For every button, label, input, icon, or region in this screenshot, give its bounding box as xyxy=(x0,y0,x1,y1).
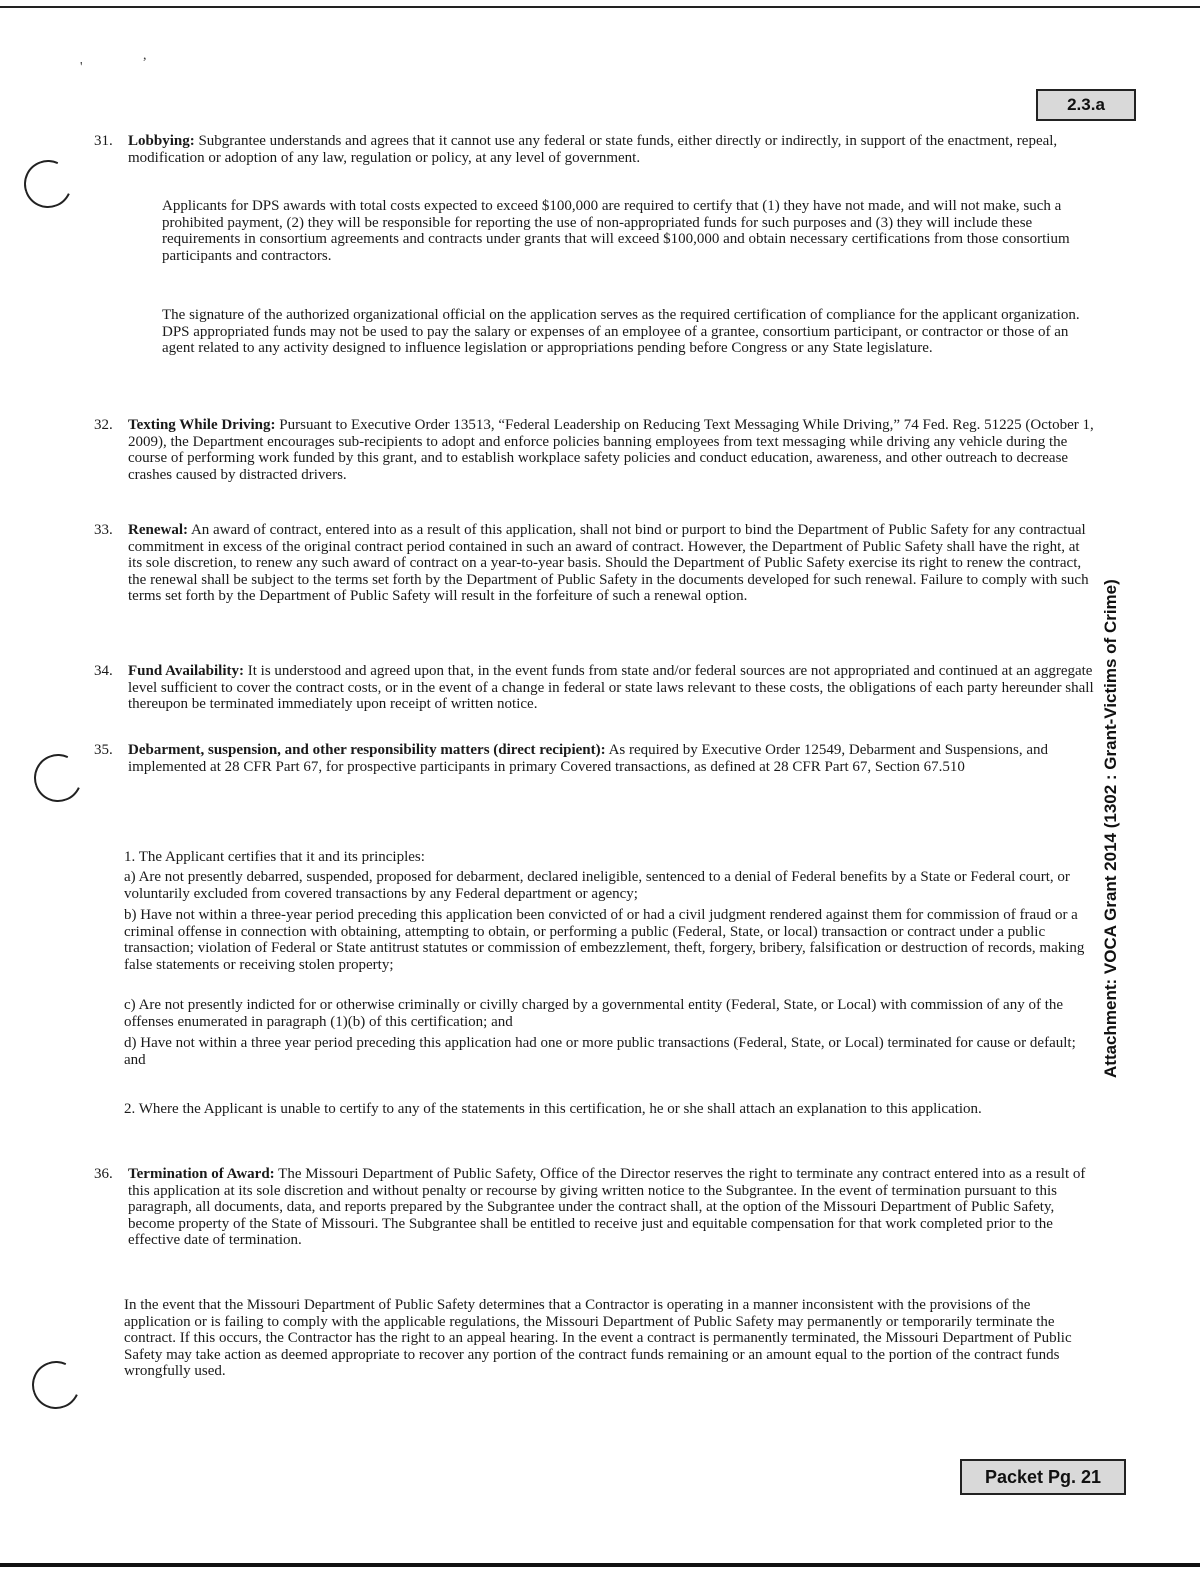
section-body xyxy=(128,742,1096,775)
section-number: 34. xyxy=(94,663,113,679)
section-text: Subgrantee understands and agrees that it cannot use any federal or state funds, either directly or indirectly, in support of the enactment, repeal, modification or adoption of any law, regulation or policy, at any level of government. xyxy=(128,133,1058,166)
section-text: It is understood and agreed upon that, in the event funds from state and/or federal sources are not appropriated and continued at an aggregate level sufficient to cover the contract costs, or in the event of a change in federal or state laws relevant to these costs, the obligations of each party hereunder shall thereupon be terminated immediately upon receipt of written notice. xyxy=(128,663,1094,712)
section-body xyxy=(128,522,1096,605)
section-heading: Debarment, suspension, and other responsibility matters (direct recipient): xyxy=(128,742,606,758)
section-heading: Renewal: xyxy=(128,522,188,538)
punch-hole xyxy=(27,747,89,809)
certification-intro: 1. The Applicant certifies that it and its principles: xyxy=(124,849,425,865)
punch-hole xyxy=(25,1354,87,1416)
section-number: 36. xyxy=(94,1166,113,1182)
certification-item-a: a) Are not presently debarred, suspended, proposed for debarment, declared ineligible, sentenced to a denial of Federal benefits by a State or Federal court, or voluntarily excluded from covered transactions by any Federal department or agency; xyxy=(124,869,1070,902)
section-text: Pursuant to Executive Order 13513, “Federal Leadership on Reducing Text Messaging While Driving,” 74 Fed. Reg. 51225 (October 1, 2009), the Department encourages sub-recipients to adopt and enforce policies banning employees from text messaging while driving any vehicle during the course of performing work funded by this grant, and to establish workplace safety policies and conduct education, awareness, and other outreach to decrease crashes caused by distracted drivers. xyxy=(128,417,1094,483)
section-text: As required by Executive Order 12549, Debarment and Suspensions, and implemented at 28 CFR Part 67, for prospective participants in primary Covered transactions, as defined at 28 CFR Part 67, Section 67.510 xyxy=(128,742,1049,775)
section-31-paragraph: Applicants for DPS awards with total costs expected to exceed $100,000 are required to certify that (1) they have not made, and will not make, such a prohibited payment, (2) they will be responsible for reporting the use of non-appropriated funds for such purposes and (3) they will include these requirements in consortium agreements and contracts under grants that will exceed $100,000 and obtain necessary certifications from those consortium participants and contractors. xyxy=(162,198,1070,264)
section-body xyxy=(128,1166,1096,1249)
section-31-paragraph: The signature of the authorized organizational official on the application serves as the required certification of compliance for the applicant organization. DPS appropriated funds may not be used to pay the salary or expenses of an employee of a grantee, consortium participant, or contractor or those of an agent related to any activity designed to influence legislation or appropriations pending before Congress or any State legislature. xyxy=(162,307,1080,356)
section-number: 31. xyxy=(94,133,113,149)
agenda-tag: 2.3.a xyxy=(1036,89,1136,121)
section-text: An award of contract, entered into as a result of this application, shall not bind or purport to bind the Department of Public Safety for any contractual commitment in excess of the original contract period contained in such an award of contract. However, the Department of Public Safety shall have the right, at its sole discretion, to renew any such award of contract on a year-to-year basis. Should the Department of Public Safety exercise its right to renew the contract, the renewal shall be subject to the terms set forth by the Department of Public Safety in the documents developed for such renewal. Failure to comply with such terms set forth by the Department of Public Safety will result in the forfeiture of such a renewal option. xyxy=(128,522,1089,604)
certification-item-c: c) Are not presently indicted for or otherwise criminally or civilly charged by a governmental entity (Federal, State, or Local) with commission of any of the offenses enumerated in paragraph (1)(b) of this certification; and xyxy=(124,997,1064,1030)
certification-item-b: b) Have not within a three-year period preceding this application been convicted of or had a civil judgment rendered against them for commission of fraud or a criminal offense in connection with obtaining, attempting to obtain, or performing a public (Federal, State, or local) transaction or contract under a public transaction; violation of Federal or State antitrust statutes or commission of embezzlement, theft, forgery, bribery, falsification or destruction of records, making false statements or receiving stolen property; xyxy=(124,907,1085,973)
section-body xyxy=(128,417,1096,483)
section-body xyxy=(128,133,1096,166)
top-rule xyxy=(0,6,1200,8)
section-36-paragraph: In the event that the Missouri Department of Public Safety determines that a Contractor is operating in a manner inconsistent with the provisions of the application or is failing to comply with the applicable regulations, the Missouri Department of Public Safety may permanently or temporarily terminate the contract. If this occurs, the Contractor has the right to an appeal hearing. In the event a contract is permanently terminated, the Missouri Department of Public Safety may take action as deemed appropriate to recover any portion of the contract funds remaining or an amount equal to the portion of the contract funds wrongfully used. xyxy=(124,1297,1072,1379)
section-number: 32. xyxy=(94,417,113,433)
section-text: The Missouri Department of Public Safety, Office of the Director reserves the right to terminate any contract entered into as a result of this application at its sole discretion and without penalty or recourse by giving written notice to the Subgrantee. In the event of termination pursuant to this paragraph, all documents, data, and reports prepared by the Subgrantee under the contract shall, at the option of the Missouri Department of Public Safety, become property of the State of Missouri. The Subgrantee shall be entitled to receive just and equitable compensation for that work completed prior to the effective date of termination. xyxy=(128,1166,1086,1248)
packet-page-tag: Packet Pg. 21 xyxy=(960,1459,1126,1495)
section-number: 35. xyxy=(94,742,113,758)
punch-hole xyxy=(17,153,79,215)
certification-item-2: 2. Where the Applicant is unable to certify to any of the statements in this certification, he or she shall attach an explanation to this application. xyxy=(124,1101,982,1117)
section-heading: Termination of Award: xyxy=(128,1166,275,1182)
section-body xyxy=(128,663,1096,713)
section-number: 33. xyxy=(94,522,113,538)
scan-mark: , xyxy=(143,48,147,63)
bottom-rule xyxy=(0,1563,1200,1567)
attachment-label: Attachment: VOCA Grant 2014 (1302 : Grant-Victims of Crime) xyxy=(1101,579,1120,1078)
certification-item-d: d) Have not within a three year period preceding this application had one or more public transactions (Federal, State, or Local) terminated for cause or default; and xyxy=(124,1035,1076,1068)
section-heading: Fund Availability: xyxy=(128,663,245,679)
section-heading: Texting While Driving: xyxy=(128,417,276,433)
section-heading: Lobbying: xyxy=(128,133,195,149)
scan-mark: ' xyxy=(80,60,83,75)
